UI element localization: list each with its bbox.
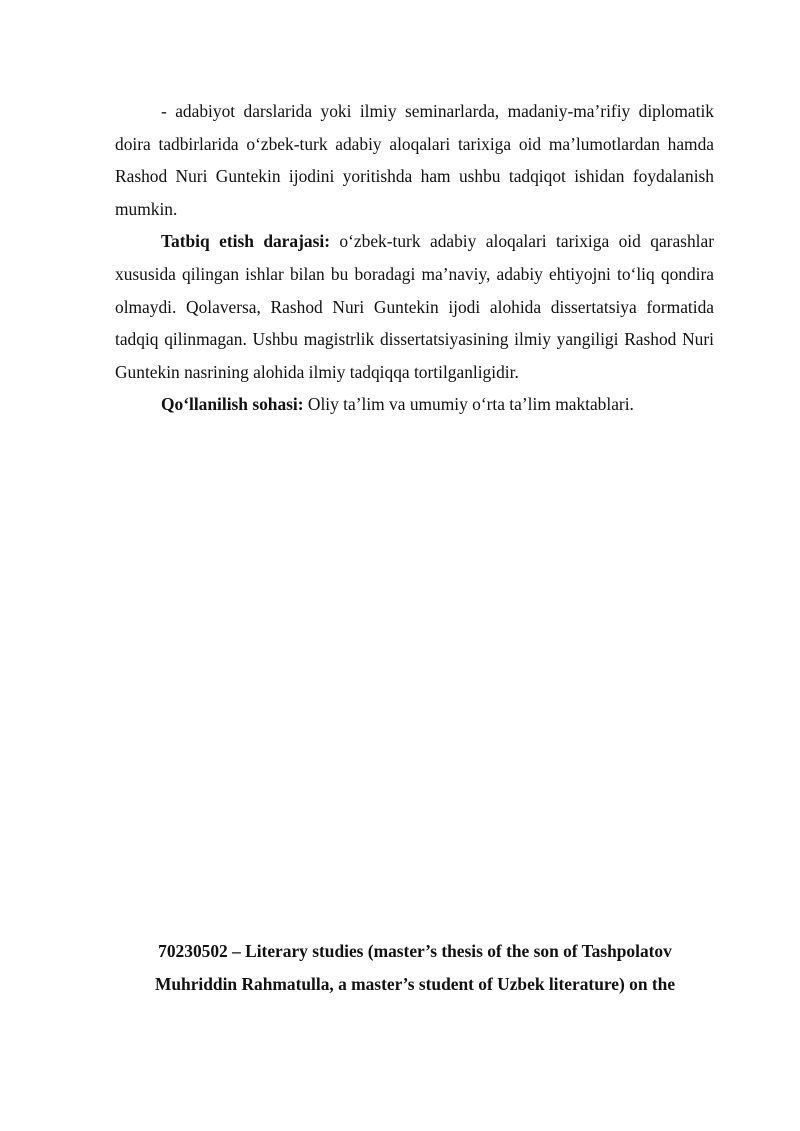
english-title-block [100,935,730,1000]
paragraph-usage [115,95,714,225]
application-area-text: Oliy ta’lim va umumiy o‘rta ta’lim maktablari. [303,394,634,415]
implementation-level-heading: Tatbiq etish darajasi: [161,231,330,252]
paragraph-application-area [115,388,714,421]
implementation-level-text: o‘zbek-turk adabiy aloqalari tarixiga oid qarashlar xususida qilingan ishlar bilan bu boradagi ma’naviy, adabiy ehtiyojni to‘liq qondira olmaydi. Qolaversa, Rashod Nuri Guntekin ijodi alohida dissertatsiya formatida tadqiq qilinmagan. Ushbu magistrlik dissertatsiyasining ilmiy yangiligi Rashod Nuri Guntekin nasrining alohida ilmiy tadqiqqa tortilganligidir. [115,231,714,382]
application-area-heading: Qo‘llanilish sohasi: [161,394,304,415]
english-title-line-1: 70230502 – Literary studies (master’s thesis of the son of Tashpolatov [158,941,672,961]
body-text [115,95,714,421]
english-title-line-2: Muhriddin Rahmatulla, a master’s student of Uzbek literature) on the [154,973,676,994]
paragraph-usage-text: - adabiyot darslarida yoki ilmiy seminarlarda, madaniy-ma’rifiy diplomatik doira tadbirlarida o‘zbek-turk adabiy aloqalari tarixiga oid ma’lumotlardan hamda Rashod Nuri Guntekin ijodini yoritishda ham ushbu tadqiqot ishidan foydalanish mumkin. [115,101,714,219]
paragraph-implementation-level [115,225,714,388]
